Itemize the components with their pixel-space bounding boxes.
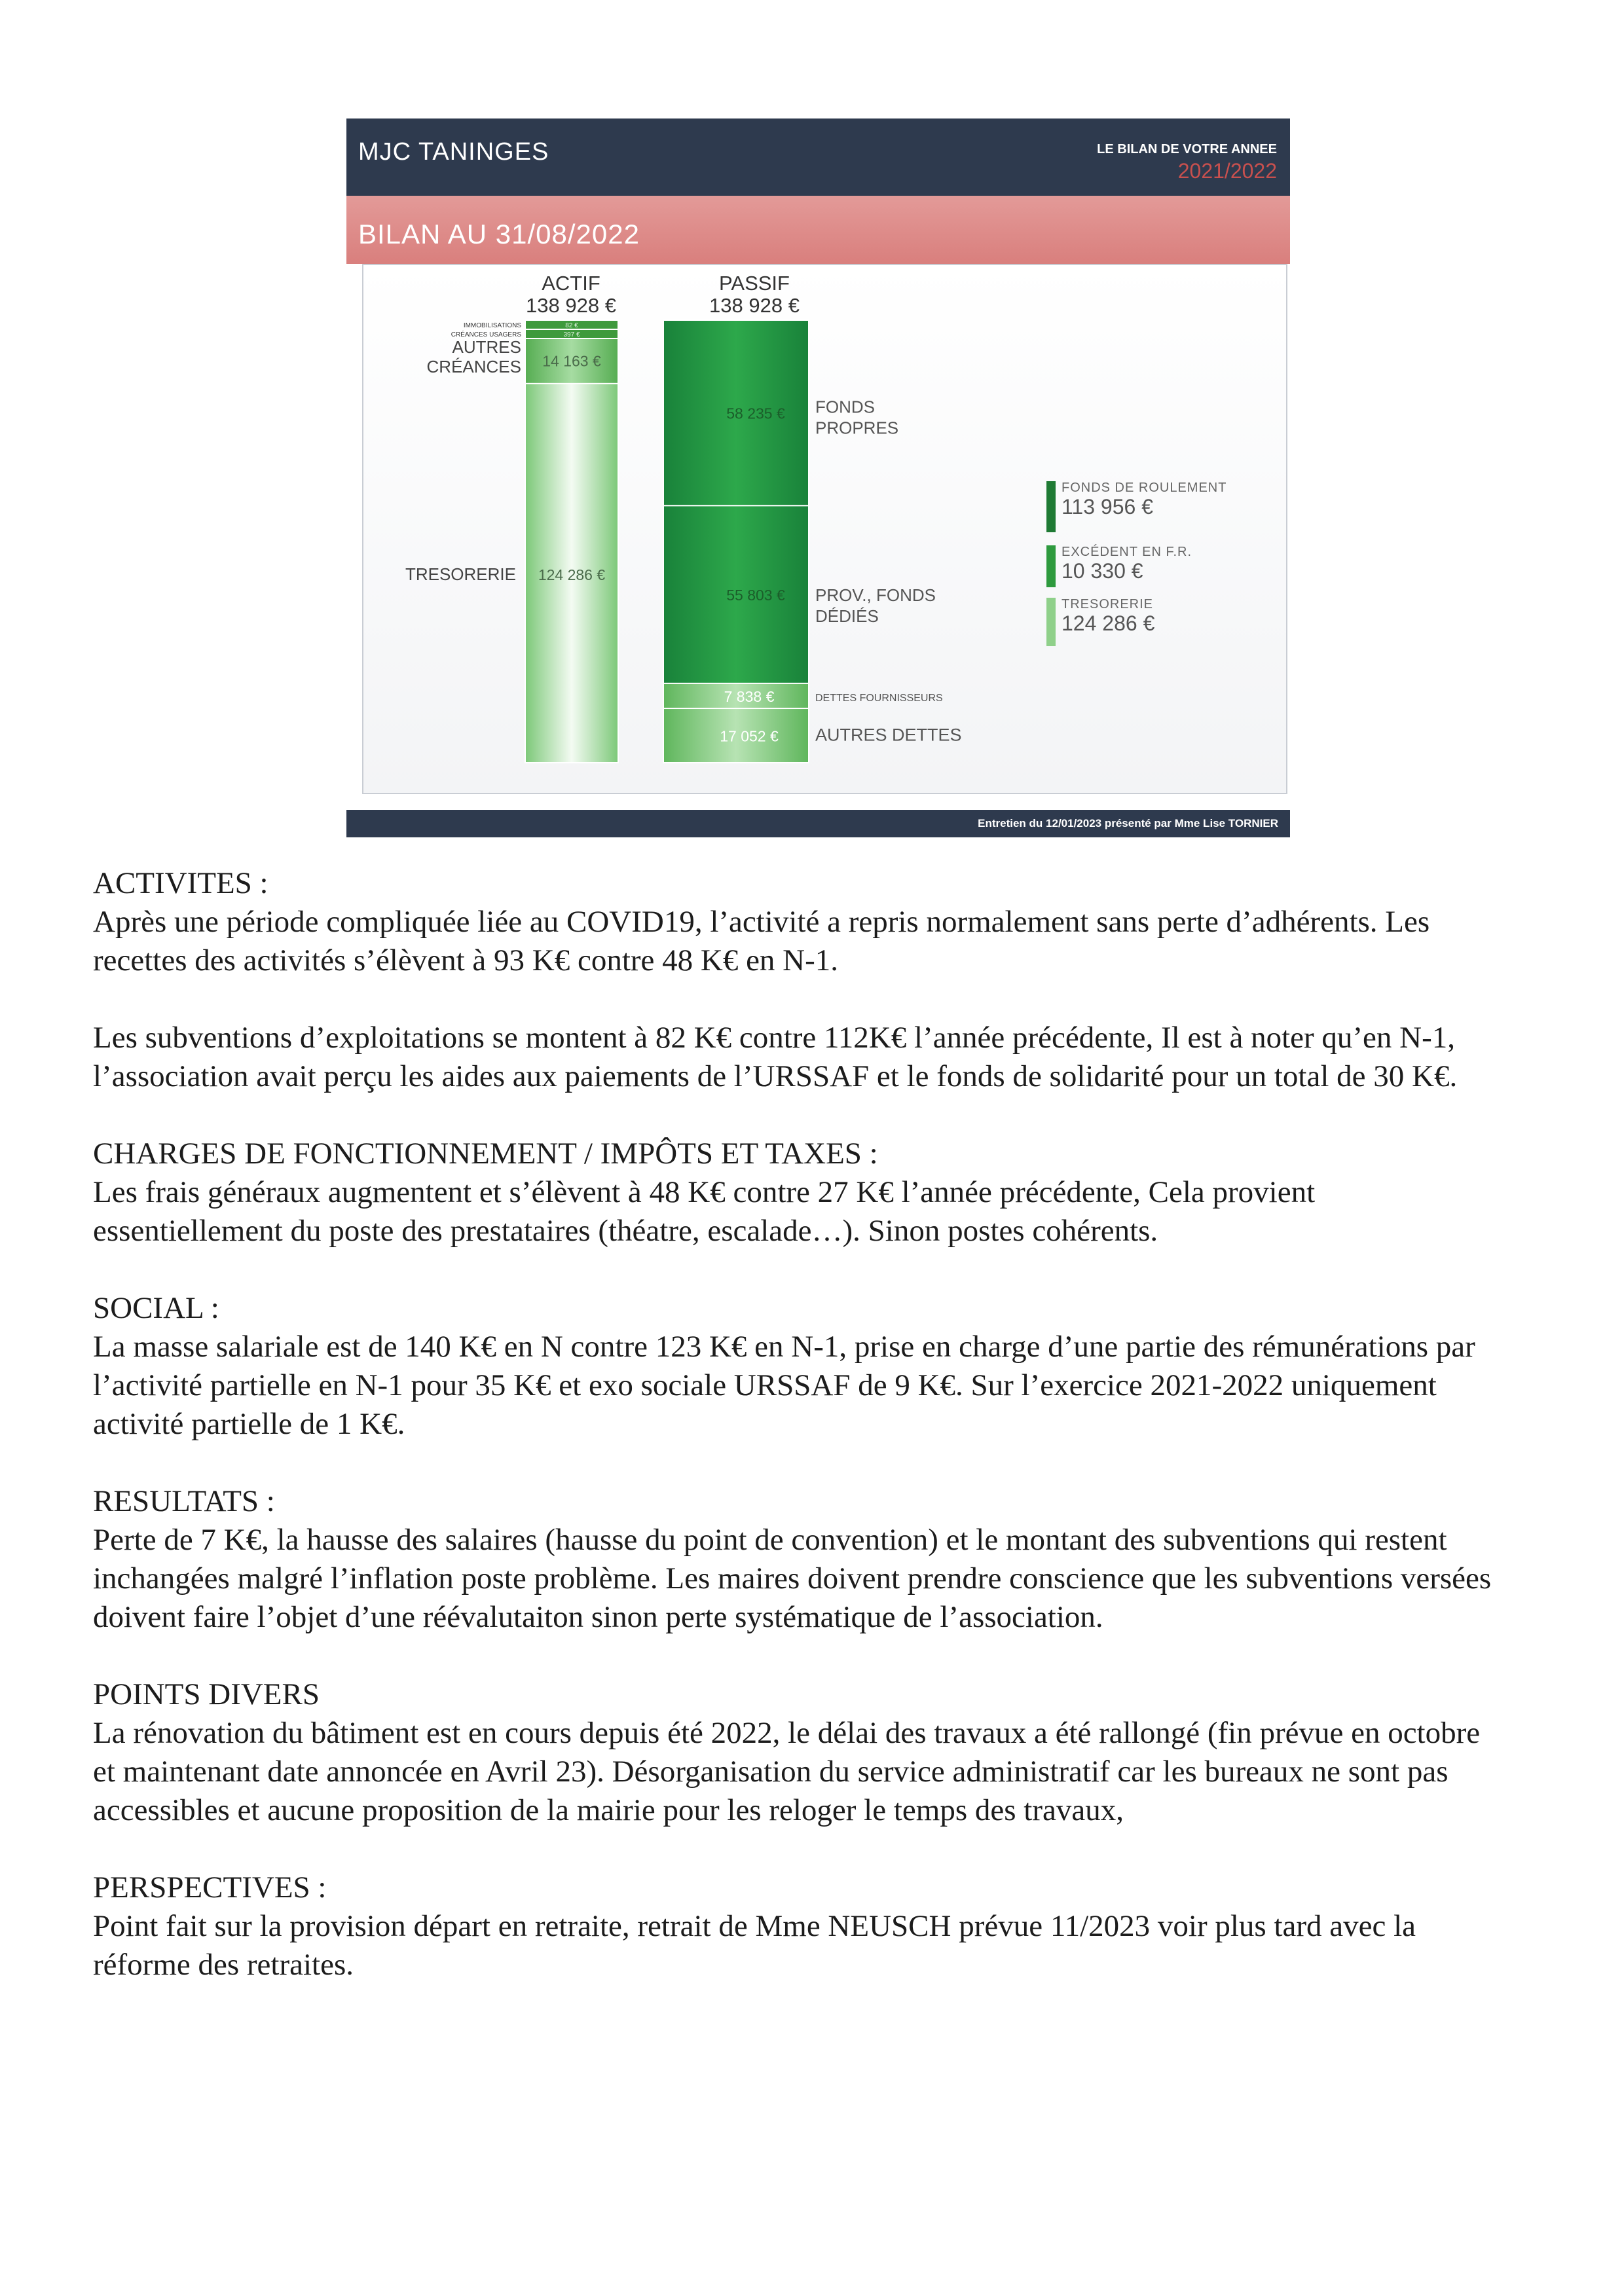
actif-label-creances-usagers: CRÉANCES USAGERS [451, 331, 521, 338]
section-perspectives [93, 1868, 1501, 1984]
passif-value-dettes-fournisseurs: 7 838 € [724, 687, 775, 705]
report-text [93, 864, 1501, 2023]
actif-label-immobilisations: IMMOBILISATIONS [463, 322, 521, 329]
paragraph: Perte de 7 K€, la hausse des salaires (hausse du point de convention) et le montant des subventions qui restent inchangées malgré l’inflation poste problème. Les maires doivent prendre conscience que les subventions versées doivent faire l’objet d’une réévalutaiton sinon perte systématique de l’association. [93, 1523, 1492, 1634]
passif-label-fonds-propres-line0: FONDS [815, 397, 875, 417]
bilan-slide [346, 118, 1290, 837]
paragraph: Les subventions d’exploitations se montent à 82 K€ contre 112K€ l’année précédente, Il est à noter qu’en N-1, l’association avait perçu les aides aux paiements de l’URSSAF et le fonds de solidarité pour un total de 30 K€. [93, 1021, 1458, 1093]
passif-label-prov-fonds-dedies-line0: PROV., FONDS [815, 585, 936, 606]
section-heading: RESULTATS : [93, 1484, 275, 1518]
legend-swatch-fonds-de-roulement [1046, 481, 1056, 532]
header-tag: LE BILAN DE VOTRE ANNEE [1097, 142, 1277, 156]
slide-header [346, 118, 1290, 196]
passif-label-fonds-propres-line1: PROPRES [815, 418, 899, 438]
section-charges [93, 1135, 1501, 1250]
actif-value-autres-creances: 14 163 € [542, 352, 601, 370]
passif-label-prov-fonds-dedies-line1: DÉDIÉS [815, 606, 879, 627]
section-social [93, 1289, 1501, 1444]
legend-value-excedent-en-f-r: 10 330 € [1061, 559, 1143, 583]
balance-chart [363, 265, 1286, 793]
paragraph: Après une période compliquée liée au COVID19, l’activité a repris normalement sans perte d’adhérents. Les recettes des activités s’élèvent à 93 K€ contre 48 K€ en N-1. [93, 905, 1430, 977]
section-heading: ACTIVITES : [93, 866, 268, 900]
section-heading: PERSPECTIVES : [93, 1870, 327, 1904]
passif-value-autres-dettes: 17 052 € [720, 727, 779, 745]
passif-total: 138 928 € [709, 294, 800, 317]
passif-header: PASSIF [719, 272, 790, 295]
legend-swatch-excedent-en-f-r [1046, 545, 1056, 587]
section-band [346, 196, 1290, 264]
actif-value-creances-usagers: 397 € [563, 331, 580, 338]
paragraph: La masse salariale est de 140 K€ en N contre 123 K€ en N-1, prise en charge d’une partie des rémunérations par l’activité partielle en N-1 pour 35 K€ et exo sociale URSSAF de 9 K€. Sur l’exercice 2021-2022 uniquement activité partielle de 1 K€. [93, 1330, 1475, 1441]
legend-label-excedent-en-f-r: EXCÉDENT EN F.R. [1061, 545, 1192, 559]
actif-label-autres-creances-line0: AUTRES [452, 337, 521, 357]
paragraph: La rénovation du bâtiment est en cours depuis été 2022, le délai des travaux a été rallongé (fin prévue en octobre et maintenant date annoncée en Avril 23). Désorganisation du service administratif car les bureaux ne sont pas accessibles et aucune proposition de la mairie pour les reloger le temps des travaux, [93, 1716, 1481, 1827]
legend-value-fonds-de-roulement: 113 956 € [1061, 495, 1153, 519]
app-title: MJC TANINGES [358, 138, 549, 166]
footer-text: Entretien du 12/01/2023 présenté par Mme Lise TORNIER [978, 817, 1278, 829]
paragraph: Point fait sur la provision départ en retraite, retrait de Mme NEUSCH prévue 11/2023 voir plus tard avec la réforme des retraites. [93, 1909, 1416, 1982]
passif-label-autres-dettes: AUTRES DETTES [815, 725, 962, 745]
section-heading: CHARGES DE FONCTIONNEMENT / IMPÔTS ET TAXES : [93, 1137, 878, 1171]
legend-label-fonds-de-roulement: FONDS DE ROULEMENT [1061, 481, 1227, 495]
section-resultats [93, 1482, 1501, 1637]
slide-footer [346, 810, 1290, 837]
section-points-divers [93, 1675, 1501, 1830]
actif-label-autres-creances-line1: CRÉANCES [426, 357, 521, 376]
section-heading: SOCIAL : [93, 1291, 219, 1325]
paragraph: Les frais généraux augmentent et s’élèvent à 48 K€ contre 27 K€ l’année précédente, Cela provient essentiellement du poste des prestataires (théatre, escalade…). Sinon postes cohérents. [93, 1175, 1316, 1248]
actif-label-tresorerie: TRESORERIE [405, 564, 516, 584]
legend-swatch-tresorerie [1046, 598, 1056, 646]
passif-value-prov-fonds-dedies: 55 803 € [726, 587, 785, 604]
legend-value-tresorerie: 124 286 € [1061, 611, 1155, 635]
actif-header: ACTIF [542, 272, 600, 295]
passif-label-dettes-fournisseurs: DETTES FOURNISSEURS [815, 692, 943, 704]
header-year: 2021/2022 [1177, 159, 1277, 183]
section-activites [93, 864, 1501, 1096]
actif-total: 138 928 € [526, 294, 616, 317]
section-title: BILAN AU 31/08/2022 [358, 219, 640, 249]
passif-value-fonds-propres: 58 235 € [726, 405, 785, 422]
actif-value-immobilisations: 82 € [565, 322, 578, 329]
legend-label-tresorerie: TRESORERIE [1061, 597, 1154, 611]
section-heading: POINTS DIVERS [93, 1677, 320, 1711]
chart-frame [362, 264, 1287, 794]
actif-value-tresorerie: 124 286 € [538, 566, 606, 583]
